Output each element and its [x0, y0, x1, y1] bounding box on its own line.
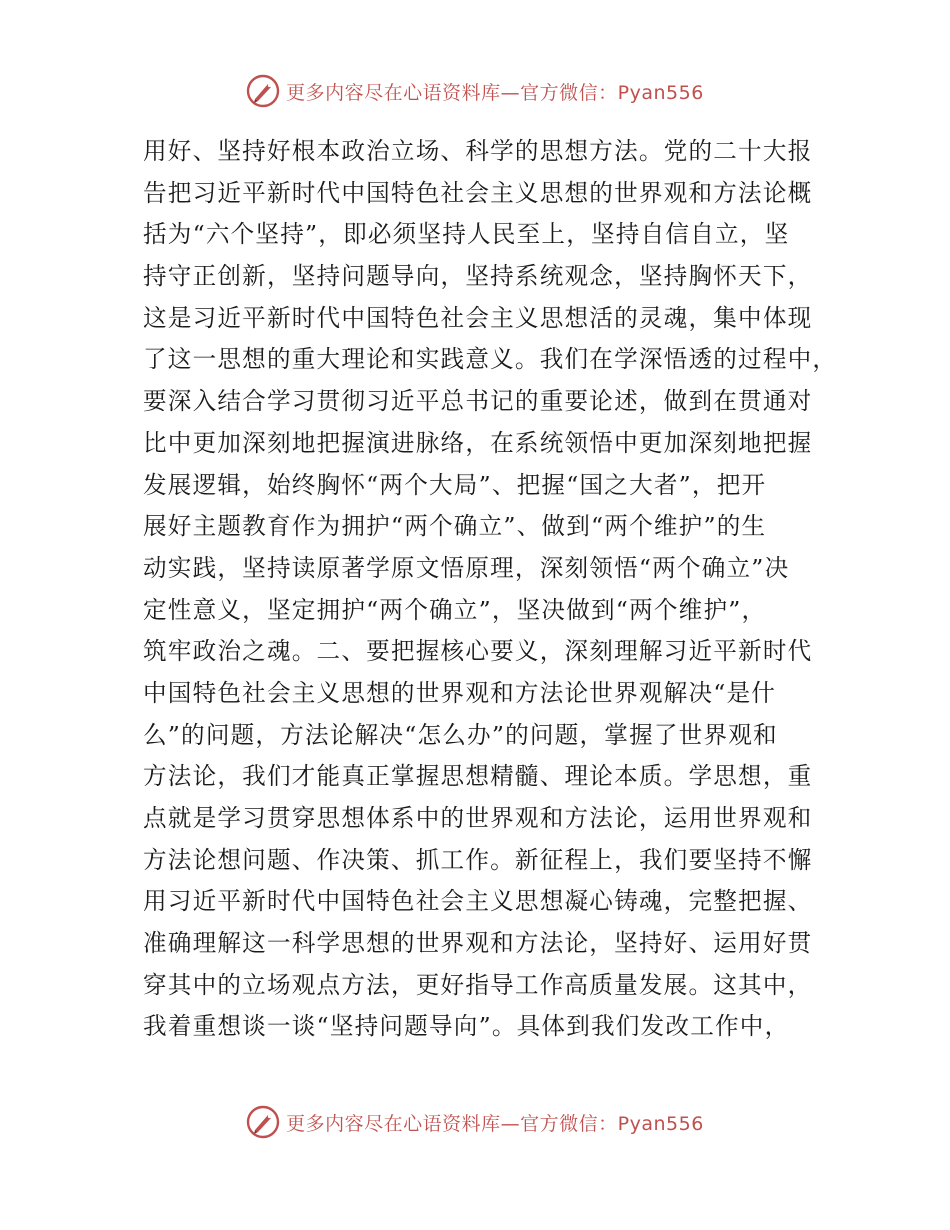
text-line: 用习近平新时代中国特色社会主义思想凝心铸魂，完整把握、 [143, 887, 813, 916]
banner-text [286, 78, 704, 105]
text-line: 我着重想谈一谈“坚持问题导向”。具体到我们发改工作中， [143, 1012, 790, 1041]
text-line: 括为“六个坚持”，即必须坚持人民至上，坚持自信自立，坚 [143, 220, 790, 249]
banner-text [286, 1109, 704, 1136]
banner-wechat-text: 官方微信：Pyan556 [520, 81, 704, 104]
header-banner [0, 71, 950, 111]
text-line: 穿其中的立场观点方法，更好指导工作高质量发展。这其中， [143, 970, 813, 999]
text-line: 用好、坚持好根本政治立场、科学的思想方法。党的二十大报 [143, 137, 813, 165]
text-line: 筑牢政治之魂。二、要把握核心要义，深刻理解习近平新时代 [143, 637, 813, 666]
text-line: 点就是学习贯穿思想体系中的世界观和方法论，运用世界观和 [143, 804, 813, 832]
banner-wechat-text: 官方微信：Pyan556 [520, 1112, 704, 1135]
banner-brand-text: 更多内容尽在心语资料库 [286, 81, 501, 104]
text-line: 动实践，坚持读原著学原文悟原理，深刻领悟“两个确立”决 [143, 553, 790, 582]
text-line: 告把习近平新时代中国特色社会主义思想的世界观和方法论概 [143, 178, 813, 207]
text-line: 方法论想问题、作决策、抓工作。新征程上，我们要坚持不懈 [143, 845, 813, 874]
banner-separator: — [500, 81, 521, 104]
text-line: 方法论，我们才能真正掌握思想精髓、理论本质。学思想，重 [143, 762, 813, 791]
text-line: 要深入结合学习贯彻习近平总书记的重要论述，做到在贯通对 [143, 387, 813, 416]
document-body [143, 131, 838, 1048]
text-line: 这是习近平新时代中国特色社会主义思想活的灵魂，集中体现 [143, 303, 813, 332]
pen-logo-icon [246, 74, 280, 108]
banner-separator: — [500, 1112, 521, 1135]
text-line: 发展逻辑，始终胸怀“两个大局”、把握“国之大者”，把开 [143, 470, 767, 499]
footer-banner [0, 1102, 950, 1142]
text-line: 么”的问题，方法论解决“怎么办”的问题，掌握了世界观和 [143, 720, 778, 749]
text-line: 准确理解这一科学思想的世界观和方法论，坚持好、运用好贯 [143, 929, 813, 958]
text-line: 持守正创新，坚持问题导向，坚持系统观念，坚持胸怀天下， [143, 262, 813, 291]
text-line: 展好主题教育作为拥护“两个确立”、做到“两个维护”的生 [143, 512, 767, 541]
text-line: 比中更加深刻地把握演进脉络，在系统领悟中更加深刻地把握 [143, 428, 813, 457]
text-line: 定性意义，坚定拥护“两个确立”，坚决做到“两个维护”， [143, 595, 767, 624]
text-line: 了这一思想的重大理论和实践意义。我们在学深悟透的过程中， [143, 345, 838, 374]
banner-brand-text: 更多内容尽在心语资料库 [286, 1112, 501, 1135]
pen-logo-icon [246, 1105, 280, 1139]
text-line: 中国特色社会主义思想的世界观和方法论世界观解决“是什 [143, 678, 777, 707]
